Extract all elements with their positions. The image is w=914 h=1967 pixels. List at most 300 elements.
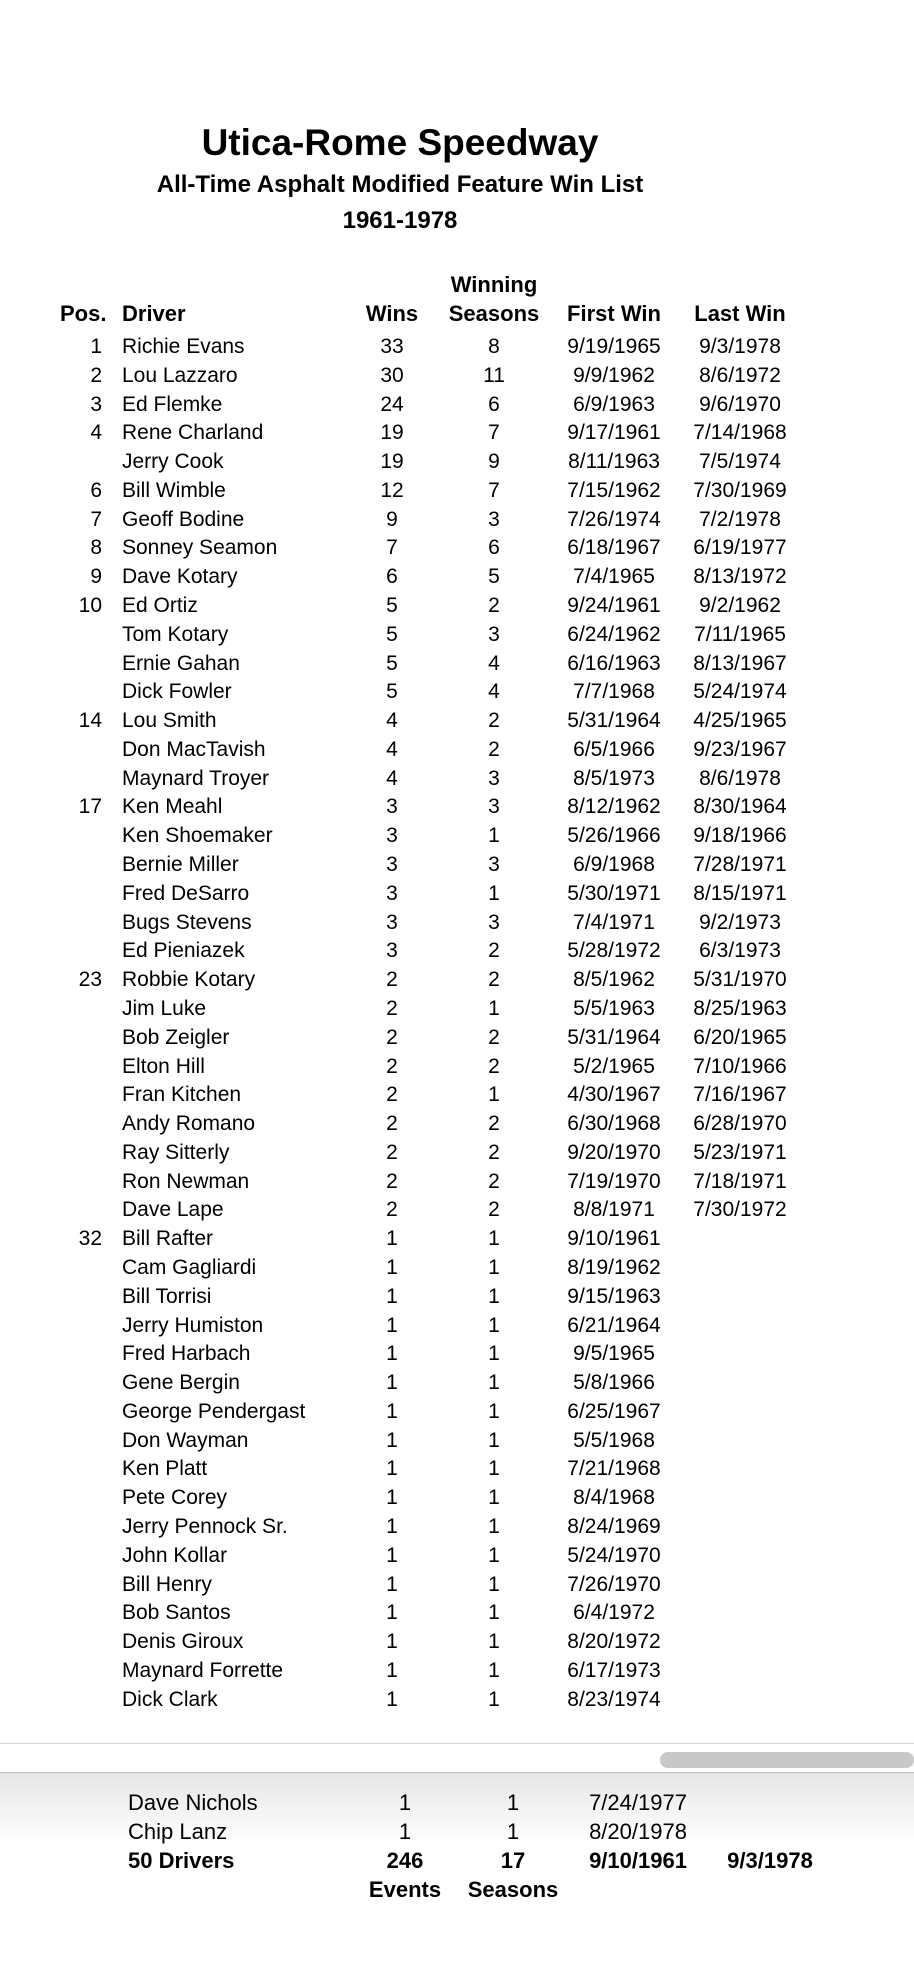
cell-driver: Pete Corey	[122, 1486, 228, 1510]
cell-wins: 3	[386, 939, 398, 963]
cell-last-win: 8/13/1967	[693, 651, 787, 675]
cell-wins: 7	[386, 536, 398, 560]
cell-wins: 19	[380, 450, 404, 474]
cell-pos: 23	[78, 968, 102, 992]
cell-first-win: 6/9/1963	[573, 392, 655, 416]
table-row[interactable]	[0, 623, 914, 652]
cell-pos: 2	[90, 363, 102, 387]
cell-first-win: 7/26/1970	[567, 1572, 661, 1596]
page-subtitle: All-Time Asphalt Modified Feature Win List	[156, 171, 644, 198]
cell-driver: Denis Giroux	[122, 1630, 244, 1654]
cell-last-win: 7/5/1974	[699, 450, 781, 474]
cell-wins: 5	[386, 594, 398, 618]
horizontal-scrollbar[interactable]	[660, 1752, 914, 1768]
cell-seasons: 1	[488, 1313, 500, 1337]
cell-seasons: 1	[488, 1601, 500, 1625]
cell-first-win: 9/15/1963	[567, 1284, 661, 1308]
table-row[interactable]	[0, 767, 914, 796]
cell-pos: 3	[90, 392, 102, 416]
cell-seasons: 1	[488, 1399, 500, 1423]
cell-wins: 1	[386, 1572, 398, 1596]
cell-wins: 2	[386, 1112, 398, 1136]
cell-last-win: 9/18/1966	[693, 824, 787, 848]
cell-driver: Andy Romano	[122, 1112, 256, 1136]
table-row[interactable]	[0, 1544, 914, 1573]
cell-last-win: 9/3/1978	[699, 335, 781, 358]
cell-last-win: 8/15/1971	[693, 881, 787, 905]
table-row[interactable]	[0, 1371, 914, 1400]
table-row[interactable]	[0, 508, 914, 537]
cell-seasons: 7	[488, 421, 500, 445]
cell-seasons: 1	[488, 1227, 500, 1251]
cell-first-win: 8/20/1978	[589, 1819, 687, 1844]
col-header-winning: Winning	[450, 272, 538, 297]
cell-seasons: 2	[488, 709, 500, 733]
cell-pos: 7	[90, 507, 102, 531]
cell-driver: Fred DeSarro	[122, 881, 250, 905]
cell-driver: Ken Meahl	[122, 795, 223, 819]
totals-seasons-label: Seasons	[467, 1877, 559, 1902]
table-row[interactable]	[0, 364, 914, 393]
table-row[interactable]	[0, 652, 914, 681]
cell-wins: 3	[386, 795, 398, 819]
cell-driver: Richie Evans	[122, 335, 245, 358]
table-row[interactable]	[0, 1486, 914, 1515]
cell-wins: 1	[386, 1371, 398, 1395]
cell-first-win: 6/5/1966	[573, 737, 655, 761]
cell-seasons: 3	[488, 910, 500, 934]
table-row[interactable]	[0, 421, 914, 450]
cell-driver: Don Wayman	[122, 1428, 249, 1452]
cell-wins: 2	[386, 968, 398, 992]
cell-seasons: 1	[488, 1371, 500, 1395]
cell-pos: 14	[78, 709, 102, 733]
cell-driver: Cam Gagliardi	[122, 1255, 257, 1279]
cell-last-win: 7/30/1969	[693, 478, 787, 502]
cell-first-win: 9/17/1961	[567, 421, 661, 445]
cell-first-win: 5/8/1966	[573, 1371, 655, 1395]
cell-last-win: 6/28/1970	[693, 1112, 787, 1136]
cell-driver: Dick Clark	[122, 1687, 218, 1711]
cell-wins: 2	[386, 1169, 398, 1193]
cell-driver: Geoff Bodine	[122, 507, 245, 531]
cell-first-win: 7/7/1968	[573, 680, 655, 704]
table-row[interactable]	[0, 565, 914, 594]
cell-first-win: 8/11/1963	[568, 450, 660, 474]
cell-wins: 2	[386, 1025, 398, 1049]
cell-last-win: 9/23/1967	[693, 737, 787, 761]
cell-seasons: 2	[488, 1054, 500, 1078]
cell-driver: Bill Torrisi	[122, 1284, 212, 1308]
table-row[interactable]	[0, 393, 914, 422]
cell-last-win: 7/11/1965	[694, 622, 786, 646]
table-row[interactable]	[0, 1457, 914, 1486]
cell-first-win: 6/18/1967	[567, 536, 661, 560]
cell-driver: Ed Ortiz	[122, 594, 198, 618]
cell-wins: 2	[386, 1140, 398, 1164]
totals-events-label: Events	[368, 1877, 442, 1902]
cell-pos: 10	[78, 594, 102, 618]
cell-first-win: 9/9/1962	[573, 363, 655, 387]
cell-last-win: 9/2/1962	[699, 594, 781, 618]
cell-wins: 2	[386, 996, 398, 1020]
cell-seasons: 11	[483, 363, 505, 387]
cell-first-win: 9/5/1965	[573, 1342, 655, 1366]
cell-first-win: 8/24/1969	[567, 1514, 661, 1538]
cell-last-win: 8/6/1978	[699, 766, 781, 790]
cell-seasons: 7	[488, 478, 500, 502]
cell-wins: 5	[386, 680, 398, 704]
cell-wins: 1	[386, 1601, 398, 1625]
cell-driver: Don MacTavish	[122, 737, 266, 761]
cell-seasons: 2	[488, 1112, 500, 1136]
cell-wins: 1	[386, 1514, 398, 1538]
cell-seasons: 1	[488, 1572, 500, 1596]
cell-first-win: 7/4/1971	[573, 910, 655, 934]
cell-last-win: 9/2/1973	[699, 910, 781, 934]
cell-last-win: 6/20/1965	[693, 1025, 787, 1049]
cell-last-win: 8/25/1963	[693, 996, 787, 1020]
cell-wins: 1	[386, 1630, 398, 1654]
table-row[interactable]	[0, 939, 914, 968]
cell-wins: 6	[386, 565, 398, 589]
cell-seasons: 4	[488, 680, 500, 704]
table-row[interactable]	[0, 594, 914, 623]
cell-wins: 1	[386, 1227, 398, 1251]
table-row[interactable]	[0, 1083, 914, 1112]
table-row[interactable]	[0, 1256, 914, 1285]
cell-first-win: 7/24/1977	[589, 1790, 687, 1815]
cell-seasons: 6	[488, 392, 500, 416]
cell-seasons: 2	[488, 1140, 500, 1164]
cell-first-win: 5/5/1963	[573, 996, 655, 1020]
cell-seasons: 9	[488, 450, 500, 474]
cell-seasons: 5	[488, 565, 500, 589]
cell-seasons: 1	[488, 1543, 500, 1567]
table-row[interactable]	[0, 1198, 914, 1227]
cell-wins: 1	[386, 1486, 398, 1510]
cell-driver: Ray Sitterly	[122, 1140, 230, 1164]
table-row[interactable]	[0, 479, 914, 508]
cell-first-win: 8/20/1972	[567, 1630, 661, 1654]
table-row[interactable]	[0, 1819, 914, 1849]
cell-seasons: 1	[506, 1819, 520, 1844]
cell-pos: 1	[90, 335, 102, 358]
cell-wins: 4	[386, 737, 398, 761]
table-row[interactable]	[0, 1141, 914, 1170]
cell-first-win: 8/5/1973	[573, 766, 655, 790]
cell-seasons: 1	[488, 1284, 500, 1308]
table-row[interactable]	[0, 853, 914, 882]
totals-row[interactable]	[0, 1848, 914, 1878]
table-row[interactable]	[0, 1342, 914, 1371]
cell-driver: Ernie Gahan	[122, 651, 240, 675]
cell-first-win: 5/30/1971	[567, 881, 661, 905]
cell-driver: Bill Rafter	[122, 1227, 214, 1251]
cell-pos: 6	[90, 478, 102, 502]
cell-last-win: 4/25/1965	[693, 709, 787, 733]
cell-first-win: 9/19/1965	[567, 335, 661, 358]
cell-wins: 1	[386, 1658, 398, 1682]
cell-wins: 1	[386, 1457, 398, 1481]
table-row[interactable]	[0, 450, 914, 479]
cell-wins: 4	[386, 766, 398, 790]
cell-first-win: 8/19/1962	[567, 1255, 661, 1279]
cell-wins: 1	[386, 1313, 398, 1337]
cell-driver: John Kollar	[122, 1543, 228, 1567]
cell-seasons: 2	[488, 968, 500, 992]
cell-driver: Rene Charland	[122, 421, 264, 445]
frozen-bottom-pane	[0, 1772, 914, 1967]
cell-wins: 3	[386, 824, 398, 848]
cell-wins: 12	[380, 478, 404, 502]
cell-driver: Tom Kotary	[122, 622, 229, 646]
cell-seasons: 1	[488, 1514, 500, 1538]
cell-first-win: 6/21/1964	[567, 1313, 661, 1337]
cell-first-win: 7/15/1962	[567, 478, 661, 502]
cell-driver: Dave Nichols	[128, 1790, 258, 1815]
table-row[interactable]	[0, 1573, 914, 1602]
cell-wins: 19	[380, 421, 404, 445]
cell-first-win: 6/16/1963	[567, 651, 661, 675]
cell-seasons: 1	[488, 996, 500, 1020]
cell-first-win: 5/31/1964	[567, 1025, 661, 1049]
cell-wins: 3	[386, 910, 398, 934]
cell-driver: Dave Lape	[122, 1198, 224, 1222]
cell-first-win: 8/5/1962	[573, 968, 655, 992]
col-header-first-win: First Win	[567, 301, 661, 326]
cell-driver: Elton Hill	[122, 1054, 205, 1078]
totals-last-win: 9/3/1978	[727, 1848, 813, 1873]
cell-pos: 4	[90, 421, 102, 445]
cell-seasons: 1	[506, 1790, 520, 1815]
table-row[interactable]	[0, 1314, 914, 1343]
cell-wins: 5	[386, 651, 398, 675]
table-row[interactable]	[0, 1285, 914, 1314]
table-row[interactable]	[0, 968, 914, 997]
cell-seasons: 6	[488, 536, 500, 560]
table-row[interactable]	[0, 911, 914, 940]
cell-first-win: 9/10/1961	[567, 1227, 661, 1251]
pane-divider	[0, 1743, 914, 1744]
cell-driver: Robbie Kotary	[122, 968, 256, 992]
cell-last-win: 9/6/1970	[699, 392, 781, 416]
table-row[interactable]	[0, 1659, 914, 1688]
cell-driver: Bill Wimble	[122, 478, 226, 502]
col-header-wins: Wins	[365, 301, 419, 326]
cell-driver: Jim Luke	[122, 996, 207, 1020]
cell-first-win: 5/28/1972	[567, 939, 661, 963]
cell-wins: 1	[398, 1790, 412, 1815]
table-row[interactable]	[0, 1026, 914, 1055]
cell-wins: 1	[386, 1284, 398, 1308]
cell-driver: Dick Fowler	[122, 680, 232, 704]
cell-driver: Bernie Miller	[122, 853, 239, 877]
cell-seasons: 3	[488, 622, 500, 646]
table-row[interactable]	[0, 1601, 914, 1630]
table-row[interactable]	[0, 680, 914, 709]
cell-wins: 1	[386, 1543, 398, 1567]
cell-seasons: 2	[488, 1198, 500, 1222]
cell-first-win: 7/26/1974	[567, 507, 661, 531]
cell-driver: Ron Newman	[122, 1169, 250, 1193]
cell-driver: Maynard Forrette	[122, 1658, 284, 1682]
cell-wins: 33	[380, 335, 404, 358]
cell-driver: Dave Kotary	[122, 565, 238, 589]
table-row[interactable]	[0, 1515, 914, 1544]
cell-last-win: 6/3/1973	[699, 939, 781, 963]
cell-first-win: 8/12/1962	[567, 795, 661, 819]
cell-driver: Chip Lanz	[128, 1819, 228, 1844]
totals-labels-row	[0, 1877, 914, 1907]
cell-last-win: 5/24/1974	[693, 680, 787, 704]
cell-seasons: 8	[488, 335, 500, 358]
cell-wins: 24	[380, 392, 404, 416]
cell-driver: Ed Flemke	[122, 392, 223, 416]
cell-seasons: 2	[488, 939, 500, 963]
cell-driver: Bob Santos	[122, 1601, 231, 1625]
cell-pos: 32	[78, 1227, 102, 1251]
cell-seasons: 3	[488, 853, 500, 877]
cell-driver: Ed Pieniazek	[122, 939, 245, 963]
table-row[interactable]	[0, 1170, 914, 1199]
cell-wins: 1	[386, 1399, 398, 1423]
cell-seasons: 3	[488, 507, 500, 531]
cell-seasons: 2	[488, 594, 500, 618]
table-row[interactable]	[0, 882, 914, 911]
cell-last-win: 7/14/1968	[693, 421, 787, 445]
cell-seasons: 1	[488, 1486, 500, 1510]
cell-driver: Bob Zeigler	[122, 1025, 230, 1049]
cell-wins: 2	[386, 1054, 398, 1078]
cell-first-win: 4/30/1967	[567, 1083, 661, 1107]
table-row[interactable]	[0, 1630, 914, 1659]
cell-driver: Jerry Humiston	[122, 1313, 264, 1337]
cell-driver: Sonney Seamon	[122, 536, 278, 560]
cell-first-win: 6/17/1973	[567, 1658, 661, 1682]
table-row[interactable]	[0, 824, 914, 853]
cell-driver: Fran Kitchen	[122, 1083, 242, 1107]
table-row[interactable]	[0, 1400, 914, 1429]
cell-seasons: 1	[488, 1457, 500, 1481]
cell-seasons: 2	[488, 737, 500, 761]
cell-seasons: 4	[488, 651, 500, 675]
table-row[interactable]	[0, 1055, 914, 1084]
col-header-last-win: Last Win	[694, 301, 786, 326]
cell-wins: 2	[386, 1198, 398, 1222]
cell-driver: Bill Henry	[122, 1572, 212, 1596]
cell-first-win: 8/23/1974	[567, 1687, 661, 1711]
cell-pos: 8	[90, 536, 102, 560]
cell-driver: Jerry Pennock Sr.	[122, 1514, 288, 1538]
cell-seasons: 1	[488, 824, 500, 848]
cell-first-win: 8/8/1971	[573, 1198, 655, 1222]
totals-seasons: 17	[500, 1848, 526, 1873]
cell-wins: 1	[386, 1342, 398, 1366]
cell-seasons: 1	[488, 1630, 500, 1654]
cell-seasons: 1	[488, 1658, 500, 1682]
cell-seasons: 2	[488, 1169, 500, 1193]
cell-first-win: 6/24/1962	[567, 622, 661, 646]
cell-driver: Maynard Troyer	[122, 766, 270, 790]
cell-driver: Gene Bergin	[122, 1371, 240, 1395]
cell-wins: 2	[386, 1083, 398, 1107]
cell-first-win: 5/31/1964	[567, 709, 661, 733]
cell-seasons: 1	[488, 881, 500, 905]
cell-first-win: 9/20/1970	[567, 1140, 661, 1164]
cell-first-win: 6/25/1967	[567, 1399, 661, 1423]
cell-wins: 9	[386, 507, 398, 531]
cell-last-win: 8/30/1964	[693, 795, 787, 819]
cell-first-win: 5/24/1970	[567, 1543, 661, 1567]
col-header-seasons: Seasons	[448, 301, 540, 326]
cell-last-win: 7/2/1978	[699, 507, 781, 531]
cell-pos: 9	[90, 565, 102, 589]
cell-last-win: 7/18/1971	[693, 1169, 787, 1193]
cell-first-win: 5/2/1965	[573, 1054, 655, 1078]
cell-driver: Fred Harbach	[122, 1342, 251, 1366]
cell-driver: Bugs Stevens	[122, 910, 252, 934]
totals-wins: 246	[386, 1848, 424, 1873]
cell-last-win: 7/28/1971	[693, 853, 787, 877]
table-row[interactable]	[0, 1688, 914, 1717]
table-row[interactable]	[0, 738, 914, 767]
page-title: Utica-Rome Speedway	[201, 122, 599, 163]
cell-first-win: 6/4/1972	[573, 1601, 655, 1625]
cell-driver: George Pendergast	[122, 1399, 306, 1423]
cell-wins: 5	[386, 622, 398, 646]
table-row[interactable]	[0, 1429, 914, 1458]
table-row[interactable]	[0, 795, 914, 824]
cell-seasons: 3	[488, 795, 500, 819]
cell-first-win: 5/26/1966	[567, 824, 661, 848]
cell-seasons: 1	[488, 1342, 500, 1366]
table-row[interactable]	[0, 1112, 914, 1141]
table-row[interactable]	[0, 709, 914, 738]
cell-seasons: 1	[488, 1255, 500, 1279]
table-row[interactable]	[0, 335, 914, 364]
table-row[interactable]	[0, 1227, 914, 1256]
cell-last-win: 7/10/1966	[693, 1054, 787, 1078]
cell-first-win: 7/21/1968	[567, 1457, 661, 1481]
cell-last-win: 8/6/1972	[699, 363, 781, 387]
totals-drivers: 50 Drivers	[128, 1848, 235, 1873]
table-row[interactable]	[0, 997, 914, 1026]
cell-driver: Lou Smith	[122, 709, 217, 733]
cell-seasons: 1	[488, 1083, 500, 1107]
col-header-driver: Driver	[122, 301, 186, 326]
cell-last-win: 7/16/1967	[693, 1083, 787, 1107]
cell-seasons: 1	[488, 1687, 500, 1711]
cell-first-win: 6/9/1968	[573, 853, 655, 877]
cell-driver: Lou Lazzaro	[122, 363, 238, 387]
table-row[interactable]	[0, 536, 914, 565]
cell-first-win: 8/4/1968	[573, 1486, 655, 1510]
totals-first-win: 9/10/1961	[589, 1848, 687, 1873]
cell-pos: 17	[78, 795, 102, 819]
cell-driver: Jerry Cook	[122, 450, 224, 474]
cell-wins: 1	[398, 1819, 412, 1844]
cell-last-win: 6/19/1977	[693, 536, 787, 560]
cell-seasons: 3	[488, 766, 500, 790]
cell-last-win: 8/13/1972	[693, 565, 787, 589]
cell-driver: Ken Platt	[122, 1457, 208, 1481]
cell-driver: Ken Shoemaker	[122, 824, 273, 848]
table-row[interactable]	[0, 1790, 914, 1820]
cell-wins: 1	[386, 1687, 398, 1711]
col-header-pos: Pos.	[60, 301, 107, 326]
cell-wins: 3	[386, 853, 398, 877]
